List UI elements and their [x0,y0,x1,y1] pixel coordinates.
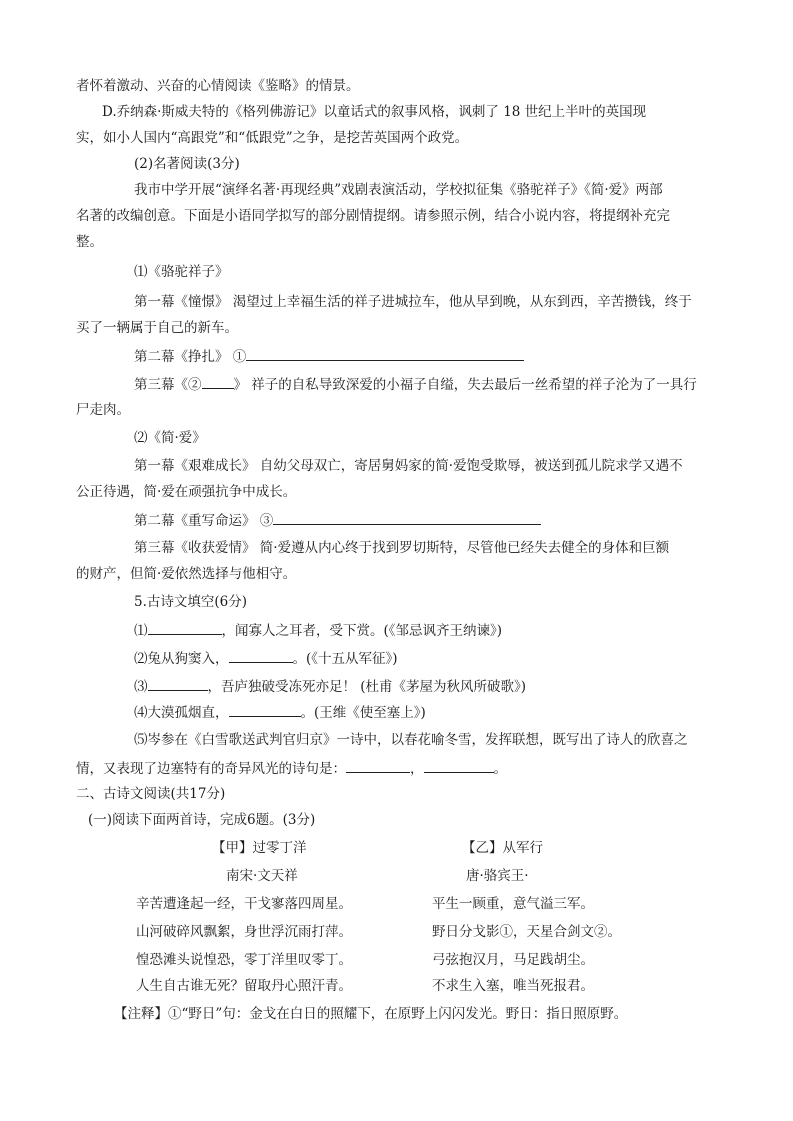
answer-blank[interactable] [246,346,524,361]
poem-jia-author: 南宋·文天祥 [226,868,298,884]
poem-yi-title: 【乙】从军行 [462,840,543,856]
act-label: 第二幕《重写命运》 ③ [134,513,274,529]
text-line: 公正待遇，简·爱在顽强抗争中成长。 [76,484,297,500]
fill-in-item [134,648,398,669]
text-line: 整。 [76,234,103,250]
fill-in-item: ⑸岑参在《白雪歌送武判官归京》一诗中，以春花喻冬雪，发挥联想，既写出了诗人的欣喜之 [134,732,688,748]
text-line: 尸走肉。 [76,402,130,418]
fill-in-item [134,620,502,641]
section-heading: 5.古诗文填空(6分) [134,594,248,610]
poem-jia-line: 山河破碎风飘絮，身世浮沉雨打萍。 [136,924,352,940]
text-line: 买了一辆属于自己的新车。 [76,320,238,336]
text-line: 者怀着激动、兴奋的心情阅读《鉴略》的情景。 [76,78,360,94]
poem-jia-title: 【甲】过零丁洋 [212,840,307,856]
text-line: 第一幕《艰难成长》 自幼父母双亡，寄居舅妈家的简·爱饱受欺辱，被送到孤儿院求学又遇不 [134,458,683,474]
item-text: ⑵兔从狗窦入， [134,651,229,667]
item-text: ，闻寡人之耳者，受下赏。(《邹忌讽齐王纳谏》) [221,623,503,639]
text-line: 我市中学开展“演绎名著·再现经典”戏剧表演活动，学校拟征集《骆驼祥子》《简·爱》两部 [134,182,663,198]
text-line [134,510,541,531]
item-number: ⑴ [134,623,148,639]
section-heading: (2)名著阅读(3分) [134,156,240,172]
answer-blank[interactable] [273,510,541,525]
act-text: 》 祥子的自私导致深爱的小福子自缢，失去最后一丝希望的祥子沦为了一具行 [233,377,697,393]
poem-yi-line: 平生一顾重，意气溢三军。 [432,896,594,912]
sub-heading: (一)阅读下面两首诗，完成6题。(3分) [88,812,316,828]
item-text: 。 [493,761,507,777]
fill-in-item [76,758,507,779]
poem-jia-line: 人生自古谁无死？留取丹心照汗青。 [136,978,352,994]
item-text: 。(《十五从军征》) [292,651,398,667]
poem-yi-line: 不求生入塞，唯当死报君。 [432,978,594,994]
sub-heading: ⑴《骆驼祥子》 [134,264,229,280]
item-text: 情，又表现了边塞特有的奇异风光的诗句是： [76,761,346,777]
annotation-note: 【注释】①“野日”句：金戈在白日的照耀下，在原野上闪闪发光。野日：指日照原野。 [114,1006,628,1022]
text-line: 的财产，但简·爱依然选择与他相守。 [76,566,297,582]
text-line [134,346,524,367]
item-text: ，吾庐独破受冻死亦足！ (杜甫《茅屋为秋风所破歌》) [207,679,527,695]
answer-blank[interactable] [229,648,293,663]
act-label: 第二幕《挣扎》 ① [134,349,247,365]
poem-jia-line: 辛苦遭逢起一经，干戈寥落四周星。 [136,896,352,912]
poem-yi-author: 唐·骆宾王· [466,868,529,884]
fill-in-item [134,676,526,697]
item-text: 。(王维《使至塞上》) [300,705,426,721]
item-number: ⑶ [134,679,148,695]
text-line: 实，如小人国内“高跟党”和“低跟党”之争，是挖苦英国两个政党。 [76,130,469,146]
answer-blank[interactable] [346,758,410,773]
item-text: ⑷大漠孤烟直， [134,705,229,721]
answer-blank[interactable] [229,702,301,717]
item-text: ， [410,761,424,777]
section-heading: 二、古诗文阅读(共17分) [76,786,226,802]
answer-blank[interactable] [148,676,208,691]
sub-heading: ⑵《简·爱》 [134,430,206,446]
text-line [134,374,697,395]
answer-blank[interactable] [202,374,234,389]
text-line: D.乔纳森·斯威夫特的《格列佛游记》以童话式的叙事风格，讽刺了 18 世纪上半叶的英国现 [102,104,647,120]
fill-in-item [134,702,426,723]
act-label: 第三幕《② [134,377,202,393]
answer-blank[interactable] [424,758,494,773]
text-line: 名著的改编创意。下面是小语同学拟写的部分剧情提纲。请参照示例，结合小说内容，将提纲补充完 [76,208,670,224]
answer-blank[interactable] [148,620,222,635]
poem-yi-line: 野日分戈影①，天星合剑文②。 [432,924,621,940]
poem-jia-line: 惶恐滩头说惶恐，零丁洋里叹零丁。 [136,952,352,968]
text-line: 第一幕《憧憬》 渴望过上幸福生活的祥子进城拉车，他从早到晚，从东到西，辛苦攒钱，终于 [134,294,692,310]
text-line: 第三幕《收获爱情》 简·爱遵从内心终于找到罗切斯特，尽管他已经失去健全的身体和巨额 [134,540,670,556]
poem-yi-line: 弓弦抱汉月，马足践胡尘。 [432,952,594,968]
